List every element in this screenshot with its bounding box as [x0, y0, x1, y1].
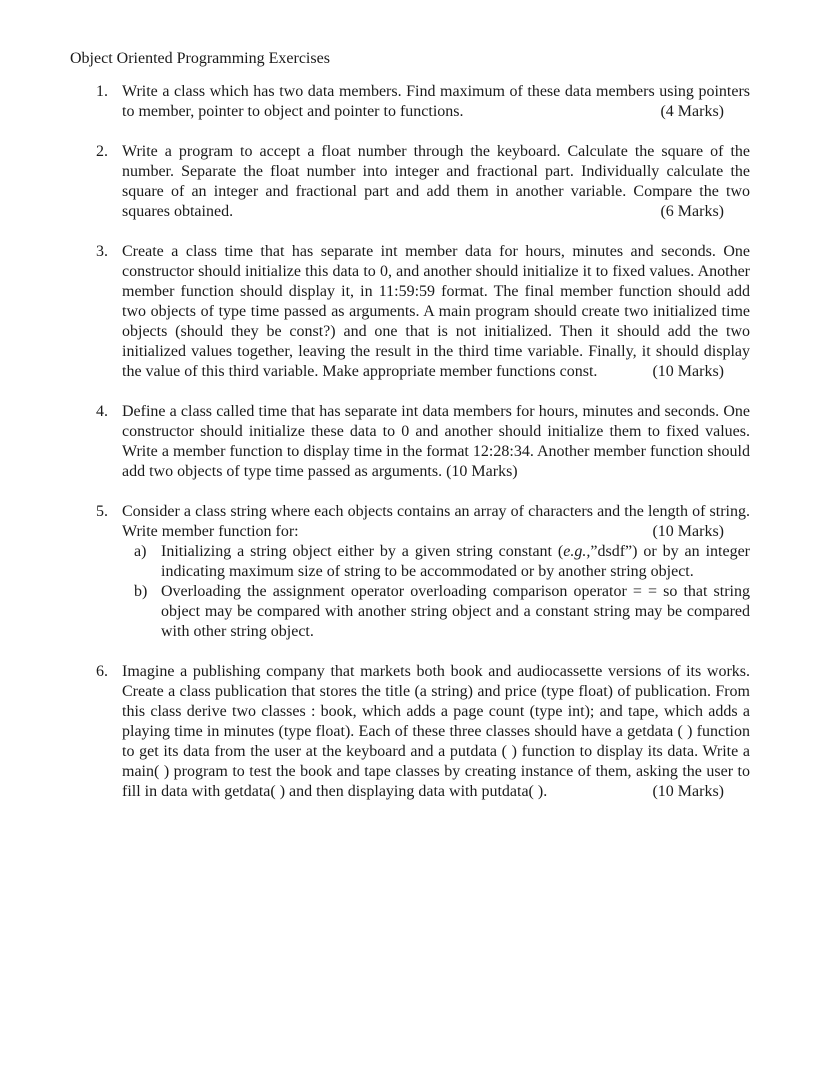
marks-label: (6 Marks)	[660, 203, 724, 220]
question-1	[0, 82, 820, 122]
question-text: Write a class which has two data members. Find maximum of these data members using pointers to member, pointer to object and pointer to functions.	[122, 83, 750, 120]
marks-label: (10 Marks)	[446, 463, 518, 480]
question-body	[122, 402, 750, 482]
question-body	[122, 142, 750, 222]
question-number: 4.	[96, 403, 108, 420]
question-list	[0, 82, 820, 822]
marks-label: (10 Marks)	[652, 523, 724, 540]
subitem-label: a)	[134, 543, 147, 560]
subitem-b	[0, 582, 820, 642]
subitem-body	[161, 582, 750, 642]
question-6	[0, 662, 820, 802]
subitem-example: e.g.,	[563, 543, 591, 560]
question-number: 2.	[96, 143, 108, 160]
question-text: Consider a class string where each objects contains an array of characters and the length of string. Write member function for:	[122, 503, 750, 540]
question-3	[0, 242, 820, 382]
page-title: Object Oriented Programming Exercises	[70, 50, 330, 67]
question-text: Write a program to accept a float number through the keyboard. Calculate the square of the number. Separate the float number into integer and fractional part. Individually calculate the square of an integer and fractional part and add them in another variable. Compare the two squares obtained.	[122, 143, 750, 220]
question-number: 6.	[96, 663, 108, 680]
question-5	[0, 502, 820, 642]
subitem-text-cont: ”dsdf”) or by an integer indicating maximum size of string to be accommodated or by another string object.	[161, 543, 750, 580]
question-4	[0, 402, 820, 482]
question-body	[122, 82, 750, 122]
question-2	[0, 142, 820, 222]
marks-label: (10 Marks)	[652, 363, 724, 380]
subitem-body	[161, 542, 750, 582]
question-text: Define a class called time that has separate int data members for hours, minutes and seconds. One constructor should initialize these data to 0 and another should initialize them to fixed values. Write a member function to display time in the format 12:28:34. Another member function should add two objects of type time passed as arguments.	[122, 403, 750, 480]
subitem-a	[0, 542, 820, 582]
marks-label: (10 Marks)	[652, 783, 724, 800]
subitem-label: b)	[134, 583, 148, 600]
question-body	[122, 242, 750, 382]
marks-label: (4 Marks)	[660, 103, 724, 120]
question-body	[122, 662, 750, 802]
subitem-text: Overloading the assignment operator overloading comparison operator = = so that string object may be compared with another string object and a constant string may be compared with other string object.	[161, 583, 750, 640]
subitem-text: Initializing a string object either by a given string constant (	[161, 543, 564, 560]
question-number: 5.	[96, 503, 108, 520]
question-number: 1.	[96, 83, 108, 100]
question-text: Imagine a publishing company that markets both book and audiocassette versions of its works. Create a class publication that stores the title (a string) and price (type float) of publication. From this class derive two classes : book, which adds a page count (type int); and tape, which adds a playing time in minutes (type float). Each of these three classes should have a getdata ( ) function to get its data from the user at the keyboard and a putdata ( ) function to display its data. Write a main( ) program to test the book and tape classes by creating instance of them, asking the user to fill in data with getdata( ) and then displaying data with putdata( ).	[122, 663, 750, 800]
question-number: 3.	[96, 243, 108, 260]
question-body	[122, 502, 750, 542]
question-text: Create a class time that has separate int member data for hours, minutes and seconds. One constructor should initialize this data to 0, and another should initialize it to fixed values. Another member function should display it, in 11:59:59 format. The final member function should add two objects of type time passed as arguments. A main program should create two initialized time objects (should they be const?) and one that is not initialized. Then it should add the two initialized values together, leaving the result in the third time variable. Finally, it should display the value of this third variable. Make appropriate member functions const.	[122, 243, 750, 380]
